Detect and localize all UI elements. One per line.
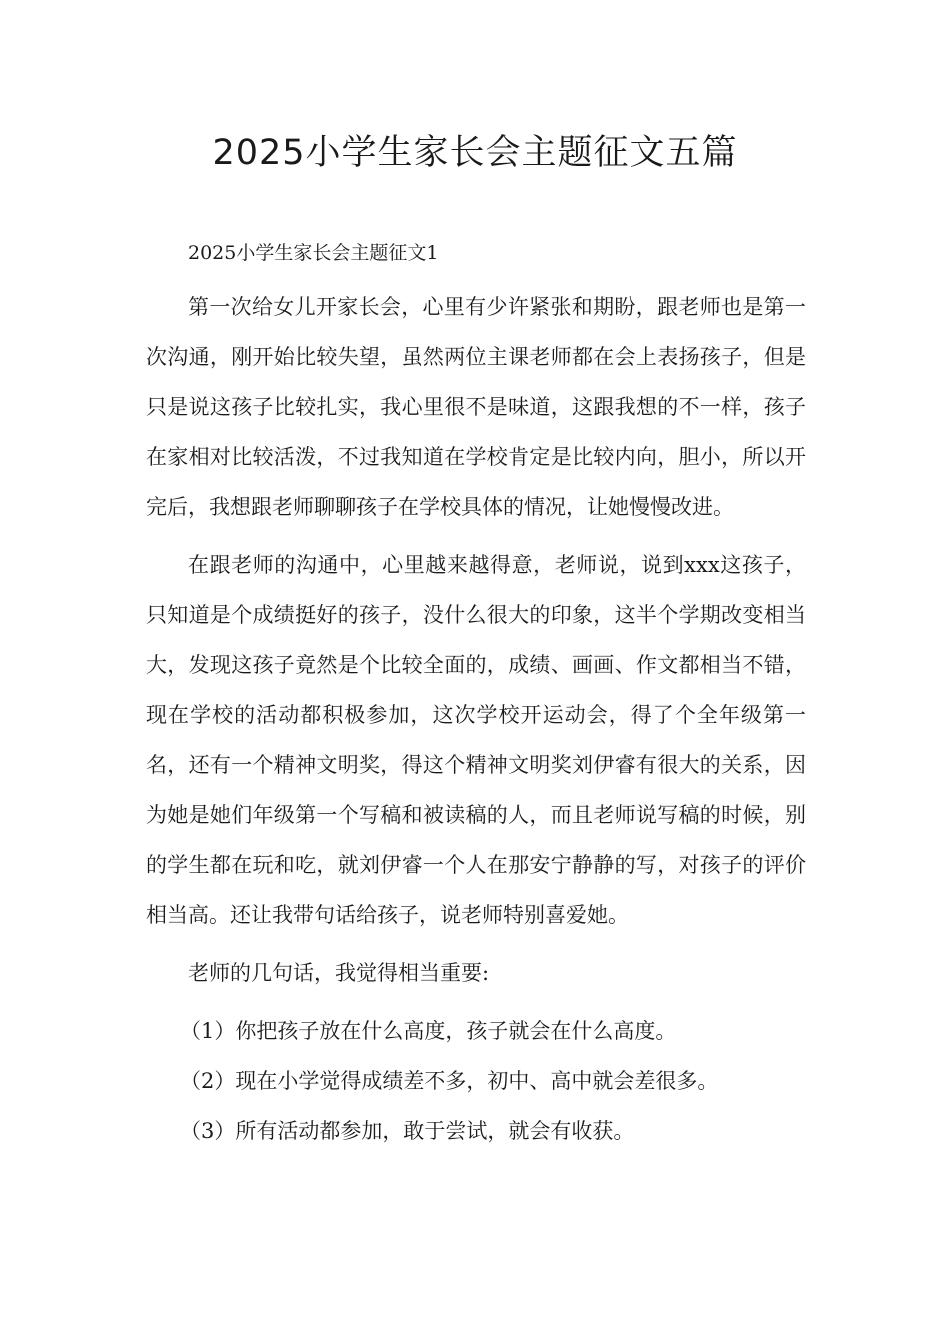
list-item-number: （3） [180, 1119, 236, 1143]
paragraph: 第一次给女儿开家长会，心里有少许紧张和期盼，跟老师也是第一次沟通，刚开始比较失望，虽然两位主课老师都在会上表扬孩子，但是只是说这孩子比较扎实，我心里很不是味道，这跟我想的不一样，孩子在家相对比较活泼，不过我知道在学校肯定是比较内向，胆小，所以开完后，我想跟老师聊聊孩子在学校具体的情况，让她慢慢改进。 [146, 295, 806, 519]
paragraph: 在跟老师的沟通中，心里越来越得意，老师说，说到xxx这孩子，只知道是个成绩挺好的孩子，没什么很大的印象，这半个学期改变相当大，发现这孩子竟然是个比较全面的，成绩、画画、作文都相当不错，现在学校的活动都积极参加，这次学校开运动会，得了个全年级第一名，还有一个精神文明奖，得这个精神文明奖刘伊睿有很大的关系，因为她是她们年级第一个写稿和被读稿的人，而且老师说写稿的时候，别的学生都在玩和吃，就刘伊睿一个人在那安宁静静的写，对孩子的评价相当高。还让我带句话给孩子，说老师特别喜爱她。 [146, 553, 806, 927]
document-title: 2025小学生家长会主题征文五篇 [212, 133, 738, 173]
list-item-number: （1） [180, 1019, 236, 1043]
list-item [146, 1056, 806, 1106]
paragraph: 老师的几句话，我觉得相当重要: [188, 961, 490, 985]
list-item-text: 你把孩子放在什么高度，孩子就会在什么高度。 [235, 1019, 677, 1043]
section-title: 2025小学生家长会主题征文1 [188, 242, 439, 264]
list-item [146, 1106, 806, 1156]
list-item [146, 1006, 806, 1056]
document-body [146, 236, 806, 1156]
list-item-number: （2） [180, 1069, 236, 1093]
list-item-text: 所有活动都参加，敢于尝试，就会有收获。 [235, 1119, 635, 1143]
list-item-text: 现在小学觉得成绩差不多，初中、高中就会差很多。 [235, 1069, 719, 1093]
